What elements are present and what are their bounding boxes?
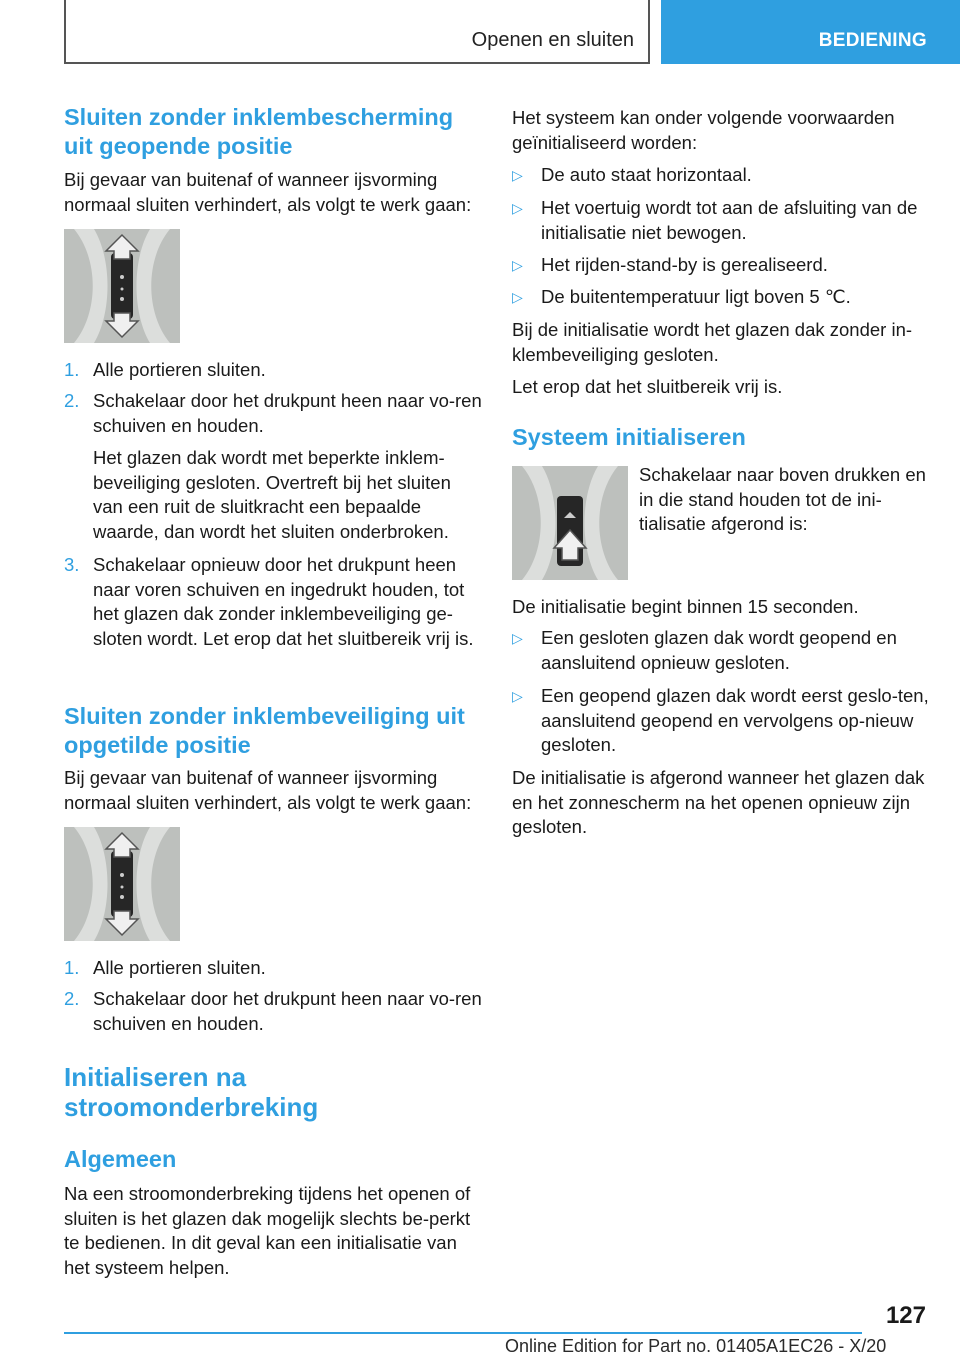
list2-num-1: 1. — [64, 957, 80, 978]
condition-item-2: Het voertuig wordt tot aan de afsluiting van de initialisatie niet bewogen. — [541, 197, 918, 243]
section-title-init: Initialiseren na stroomonderbreking — [64, 1062, 319, 1122]
page-number: 127 — [885, 1302, 926, 1329]
paragraph-intro-1: Bij gevaar van buitenaf of wanneer ijsvorming normaal sluiten verhindert, als volgt te werk gaan: — [64, 169, 472, 215]
bullet-triangle-icon: ▷ — [512, 289, 523, 305]
paragraph-press-switch: Schakelaar naar boven drukken en in die stand houden tot de ini-tialisatie afgerond is: — [639, 464, 926, 534]
sequence-item-1: Een gesloten glazen dak wordt geopend en aansluitend opnieuw gesloten. — [541, 627, 897, 673]
paragraph-conditions: Het systeem kan onder volgende voorwaarden geïnitialiseerd worden: — [512, 107, 895, 153]
header-section-box — [64, 0, 650, 64]
paragraph-init-closing: Bij de initialisatie wordt het glazen dak zonder in-klembeveiliging gesloten. — [512, 319, 913, 365]
roof-switch-illustration-3 — [512, 466, 628, 580]
header-chapter-title: BEDIENING — [818, 30, 927, 51]
heading-general: Algemeen — [64, 1146, 177, 1172]
header-section-title: Openen en sluiten — [471, 29, 634, 51]
roof-switch-forward-icon — [64, 229, 180, 343]
list1-item-3: Schakelaar opnieuw door het drukpunt heen naar voren schuiven en ingedrukt houden, tot het glazen dak zonder inklembeveiliging ge-sloten wordt. Let erop dat het sluitbereik vrij is. — [93, 554, 474, 649]
bullet-triangle-icon: ▷ — [512, 257, 523, 273]
list1-num-2: 2. — [64, 390, 80, 411]
paragraph-init-complete: De initialisatie is afgerond wanneer het glazen dak en het zonnescherm na het openen opnieuw zijn gesloten. — [512, 767, 925, 837]
list1-item-2: Schakelaar door het drukpunt heen naar vo-ren schuiven en houden. — [93, 390, 482, 436]
list1-num-1: 1. — [64, 359, 80, 380]
heading-close-from-open: Sluiten zonder inklembescherming uit geopende positie — [64, 104, 454, 159]
paragraph-general: Na een stroomonderbreking tijdens het openen of sluiten is het glazen dak mogelijk slechts be-perkt te bedienen. In dit geval kan een initialisatie van het systeem helpen. — [64, 1183, 471, 1278]
bullet-triangle-icon: ▷ — [512, 630, 523, 646]
condition-item-3: Het rijden-stand-by is gerealiseerd. — [541, 254, 828, 275]
heading-close-from-tilt: Sluiten zonder inklembeveiliging uit opgetilde positie — [64, 703, 465, 758]
bullet-triangle-icon: ▷ — [512, 167, 523, 183]
paragraph-intro-2: Bij gevaar van buitenaf of wanneer ijsvorming normaal sluiten verhindert, als volgt te werk gaan: — [64, 767, 472, 813]
list1-item-1: Alle portieren sluiten. — [93, 359, 266, 380]
roof-switch-forward-icon — [64, 827, 180, 941]
footer-divider — [64, 1332, 862, 1334]
bullet-triangle-icon: ▷ — [512, 200, 523, 216]
page-header — [64, 0, 960, 66]
paragraph-clear-area: Let erop dat het sluitbereik vrij is. — [512, 376, 783, 397]
list2-num-2: 2. — [64, 988, 80, 1009]
condition-item-1: De auto staat horizontaal. — [541, 164, 752, 185]
list2-item-2: Schakelaar door het drukpunt heen naar vo-ren schuiven en houden. — [93, 988, 482, 1034]
header-chapter-box — [661, 0, 960, 64]
list1-item-2-note: Het glazen dak wordt met beperkte inklem-beveiliging gesloten. Overtreft bij het sluiten van een ruit de sluitkracht een bepaalde waarde, dan wordt het sluiten onderbroken. — [93, 447, 451, 542]
roof-switch-illustration-2 — [64, 827, 180, 941]
sequence-item-2: Een geopend glazen dak wordt eerst geslo-ten, aansluitend geopend en vervolgens op-nieuw gesloten. — [541, 685, 929, 755]
list1-num-3: 3. — [64, 554, 80, 575]
roof-switch-illustration-1 — [64, 229, 180, 343]
paragraph-init-starts: De initialisatie begint binnen 15 seconden. — [512, 596, 859, 617]
bullet-triangle-icon: ▷ — [512, 688, 523, 704]
condition-item-4: De buitentemperatuur ligt boven 5 ℃. — [541, 286, 851, 307]
heading-system-init: Systeem initialiseren — [512, 424, 746, 450]
list2-item-1: Alle portieren sluiten. — [93, 957, 266, 978]
footer-edition: Online Edition for Part no. 01405A1EC26 - X/20 — [505, 1336, 887, 1356]
roof-switch-up-icon — [512, 466, 628, 580]
